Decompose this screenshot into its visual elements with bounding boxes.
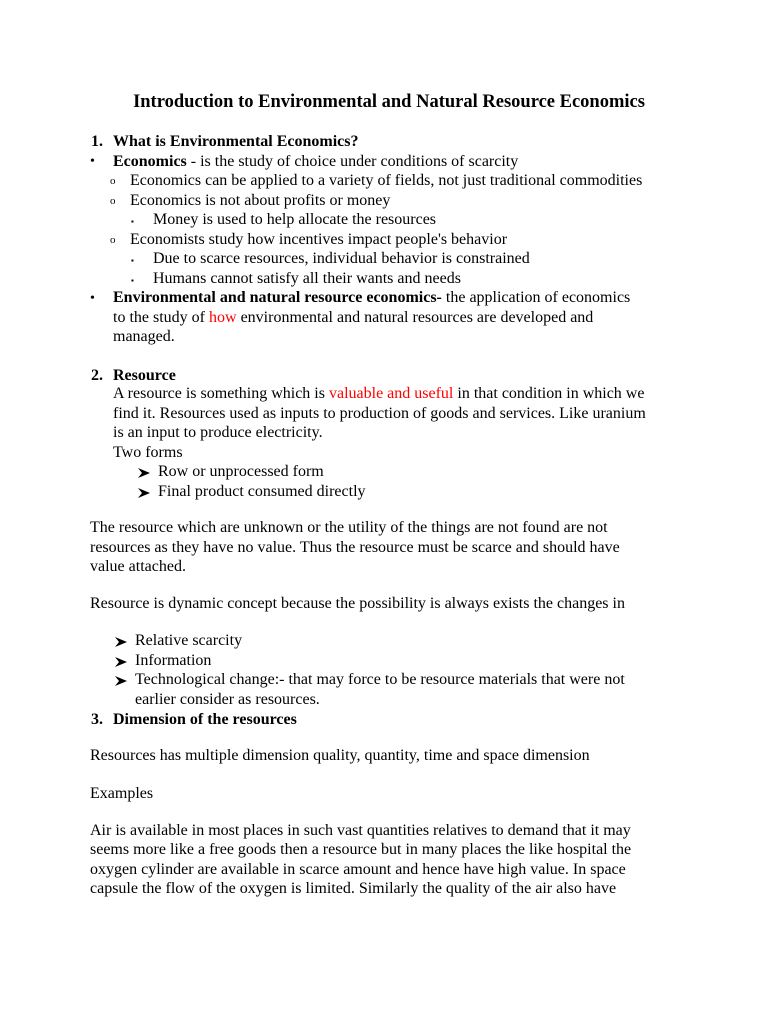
resource-def-line-3: is an input to produce electricity. (113, 424, 323, 441)
para-unknown-line-3: value attached. (90, 558, 186, 575)
para-unknown-line-2: resources as they have no value. Thus the resource must be scarce and should have (90, 539, 620, 556)
para-air-line-1: Air is available in most places in such vast quantities relatives to demand that it may (90, 822, 631, 839)
economics-sub-2a: Money is used to help allocate the resources (153, 211, 437, 228)
section-1-number: 1. (91, 133, 103, 150)
para-dynamic: Resource is dynamic concept because the possibility is always exists the changes in (90, 595, 625, 612)
change-item-3-line-1: Technological change:- that may force to be resource materials that were not (135, 671, 625, 688)
env-econ-line-1 (113, 288, 630, 308)
change-item-3-line-2: earlier consider as resources. (135, 691, 320, 708)
economics-sub-3a: Due to scarce resources, individual behavior is constrained (153, 250, 530, 267)
arrow-bullet-icon (137, 465, 151, 485)
section-2-number: 2. (91, 367, 103, 384)
resource-def-post: in that condition in which we (453, 385, 645, 402)
economics-sub-1: Economics can be applied to a variety of fields, not just traditional commodities (130, 172, 643, 189)
form-item-1: Row or unprocessed form (158, 463, 324, 480)
square-marker: ▪ (131, 256, 134, 265)
para-dimension: Resources has multiple dimension quality, quantity, time and space dimension (90, 747, 590, 764)
economics-sub-3b: Humans cannot satisfy all their wants and needs (153, 270, 461, 287)
square-marker: ▪ (131, 276, 134, 285)
arrow-bullet-icon (114, 673, 128, 693)
highlight-how: how (209, 309, 237, 326)
resource-def-pre: A resource is something which is (113, 385, 329, 402)
arrow-bullet-icon (137, 485, 151, 505)
page-title: Introduction to Environmental and Natural Resource Economics (133, 92, 645, 112)
circle-marker: o (110, 234, 116, 246)
env-econ-line-2-pre: to the study of (113, 309, 209, 326)
circle-marker: o (110, 195, 116, 207)
resource-def-line-2: find it. Resources used as inputs to production of goods and services. Like uranium (113, 405, 646, 422)
para-unknown-line-1: The resource which are unknown or the utility of the things are not found are not (90, 519, 608, 536)
change-item-1: Relative scarcity (135, 632, 243, 649)
para-air-line-4: capsule the flow of the oxygen is limited. Similarly the quality of the air also have (90, 880, 617, 897)
section-3-number: 3. (91, 711, 103, 728)
arrow-bullet-icon (114, 634, 128, 654)
section-1-heading: What is Environmental Economics? (113, 133, 359, 150)
env-econ-definition: the application of economics (441, 289, 631, 306)
economics-term: Economics (113, 153, 187, 170)
economics-sub-3: Economists study how incentives impact people's behavior (130, 231, 508, 248)
circle-marker: o (110, 175, 116, 187)
examples-label: Examples (90, 785, 154, 802)
section-2-heading: Resource (113, 367, 176, 384)
env-econ-line-3: managed. (113, 328, 175, 345)
env-econ-line-2-post: environmental and natural resources are developed and (236, 309, 594, 326)
resource-def-line-1 (113, 384, 644, 404)
economics-sub-2: Economics is not about profits or money (130, 192, 391, 209)
change-item-2: Information (135, 652, 212, 669)
form-item-2: Final product consumed directly (158, 483, 366, 500)
section-3-heading: Dimension of the resources (113, 711, 297, 728)
two-forms-label: Two forms (113, 444, 183, 461)
para-air-line-2: seems more like a free goods then a resource but in many places the like hospital the (90, 841, 632, 858)
para-air-line-3: oxygen cylinder are available in scarce amount and hence have high value. In space (90, 861, 626, 878)
bullet-marker: • (90, 291, 95, 306)
env-econ-line-2 (113, 308, 593, 328)
bullet-marker: • (90, 154, 95, 169)
highlight-valuable-useful: valuable and useful (328, 385, 454, 402)
economics-bullet (113, 152, 518, 172)
arrow-bullet-icon (114, 654, 128, 674)
env-econ-term: Environmental and natural resource economics- (113, 289, 442, 306)
economics-definition: - is the study of choice under conditions of scarcity (186, 153, 519, 170)
square-marker: ▪ (131, 217, 134, 226)
